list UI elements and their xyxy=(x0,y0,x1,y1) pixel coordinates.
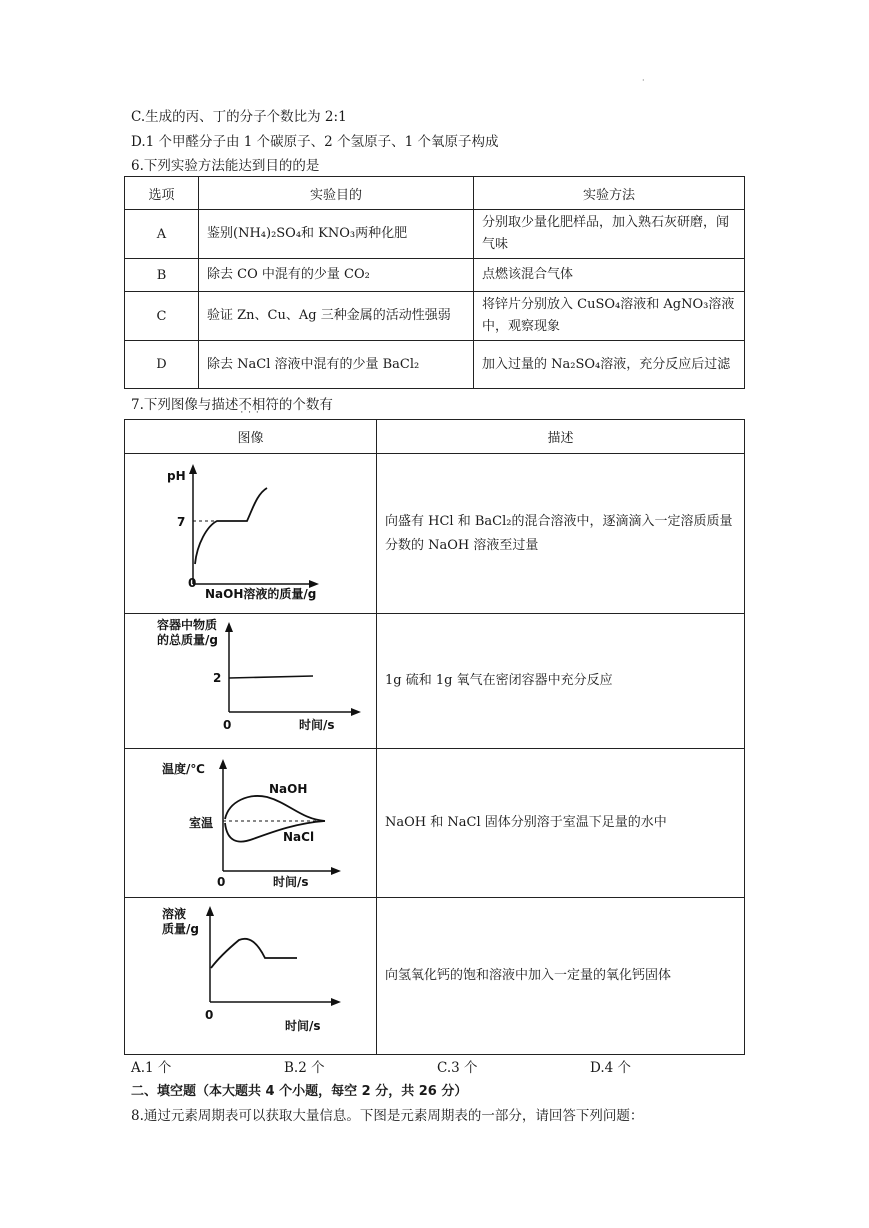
y-axis-label-line2: 质量/g xyxy=(162,922,199,936)
graph-cell xyxy=(125,898,377,1055)
goal-cell: 除去 NaCl 溶液中混有的少量 BaCl₂ xyxy=(199,341,474,389)
answer-d[interactable]: D.4 个 xyxy=(590,1060,632,1076)
header-method: 实验方法 xyxy=(474,177,745,210)
question-7-emphasis: 不相符 · · · xyxy=(238,397,279,413)
y-axis-label: 温度/℃ xyxy=(162,762,205,776)
method-cell: 点燃该混合气体 xyxy=(474,259,745,292)
curve2-label: NaCl xyxy=(283,830,315,844)
description-cell: NaOH 和 NaCl 固体分别溶于室温下足量的水中 xyxy=(377,749,745,898)
option-c-line: C.生成的丙、丁的分子个数比为 2:1 xyxy=(131,109,347,125)
origin-label: 0 xyxy=(205,1008,214,1022)
method-cell: 分别取少量化肥样品，加入熟石灰研磨，闻气味 xyxy=(474,210,745,259)
section-heading: 二、填空题（本大题共 4 个小题，每空 2 分，共 26 分） xyxy=(131,1084,468,1099)
x-axis-label: 时间/s xyxy=(273,875,309,889)
option-cell: A xyxy=(125,210,199,259)
x-axis-label: 时间/s xyxy=(285,1019,321,1033)
temperature-graph xyxy=(125,749,376,896)
header-goal: 实验目的 xyxy=(199,177,474,210)
answer-b[interactable]: B.2 个 xyxy=(284,1060,325,1076)
question-8: 8.通过元素周期表可以获取大量信息。下图是元素周期表的一部分，请回答下列问题： xyxy=(131,1108,644,1124)
origin-label: 0 xyxy=(217,875,226,889)
table-row xyxy=(125,614,745,749)
y-axis-label-line1: 容器中物质 xyxy=(157,618,218,632)
page-mark: · xyxy=(642,76,645,85)
y-axis-label-line2: 的总质量/g xyxy=(157,633,218,647)
header-graph: 图像 xyxy=(125,420,377,454)
method-cell: 将锌片分别放入 CuSO₄溶液和 AgNO₃溶液中，观察现象 xyxy=(474,292,745,341)
goal-cell: 除去 CO 中混有的少量 CO₂ xyxy=(199,259,474,292)
y-mark-label: 2 xyxy=(213,671,222,685)
origin-label: 0 xyxy=(223,718,232,732)
table-row xyxy=(125,292,745,341)
header-option: 选项 xyxy=(125,177,199,210)
question-7 xyxy=(131,393,333,413)
question-7-pre: 7.下列图像与描述 xyxy=(131,397,239,413)
description-cell: 向盛有 HCl 和 BaCl₂的混合溶液中，逐滴滴入一定溶质质量分数的 NaOH 溶液至过量 xyxy=(377,454,745,614)
description-cell: 1g 硫和 1g 氧气在密闭容器中充分反应 xyxy=(377,614,745,749)
table-row xyxy=(125,454,745,614)
graph-table xyxy=(124,419,745,1055)
table-row xyxy=(125,210,745,259)
graph-cell xyxy=(125,614,377,749)
header-description: 描述 xyxy=(377,420,745,454)
curve1-label: NaOH xyxy=(269,782,308,796)
y-axis-label: pH xyxy=(167,469,186,483)
mass-graph xyxy=(125,614,376,747)
answer-c[interactable]: C.3 个 xyxy=(437,1060,478,1076)
description-cell: 向氢氧化钙的饱和溶液中加入一定量的氧化钙固体 xyxy=(377,898,745,1055)
table-row xyxy=(125,749,745,898)
goal-cell: 鉴别(NH₄)₂SO₄和 KNO₃两种化肥 xyxy=(199,210,474,259)
method-cell: 加入过量的 Na₂SO₄溶液，充分反应后过滤 xyxy=(474,341,745,389)
y-mark-label: 室温 xyxy=(189,816,214,830)
x-axis-label: NaOH溶液的质量/g xyxy=(205,587,317,601)
option-cell: C xyxy=(125,292,199,341)
goal-cell: 验证 Zn、Cu、Ag 三种金属的活动性强弱 xyxy=(199,292,474,341)
option-cell: D xyxy=(125,341,199,389)
graph-cell xyxy=(125,749,377,898)
option-d-line: D.1 个甲醛分子由 1 个碳原子、2 个氢原子、1 个氧原子构成 xyxy=(131,134,499,150)
y-mark-label: 7 xyxy=(177,515,186,529)
x-axis-label: 时间/s xyxy=(299,718,335,732)
graph-cell xyxy=(125,454,377,614)
option-cell: B xyxy=(125,259,199,292)
table-row xyxy=(125,898,745,1055)
table-row xyxy=(125,259,745,292)
origin-label: 0 xyxy=(188,576,197,590)
answer-a[interactable]: A.1 个 xyxy=(131,1060,172,1076)
experiment-table xyxy=(124,176,745,389)
y-axis-label-line1: 溶液 xyxy=(162,907,187,921)
question-7-post: 的个数有 xyxy=(278,397,333,413)
ph-graph xyxy=(125,454,376,612)
question-6: 6.下列实验方法能达到目的的是 xyxy=(131,158,320,174)
solution-mass-graph xyxy=(125,898,376,1053)
table-row xyxy=(125,341,745,389)
